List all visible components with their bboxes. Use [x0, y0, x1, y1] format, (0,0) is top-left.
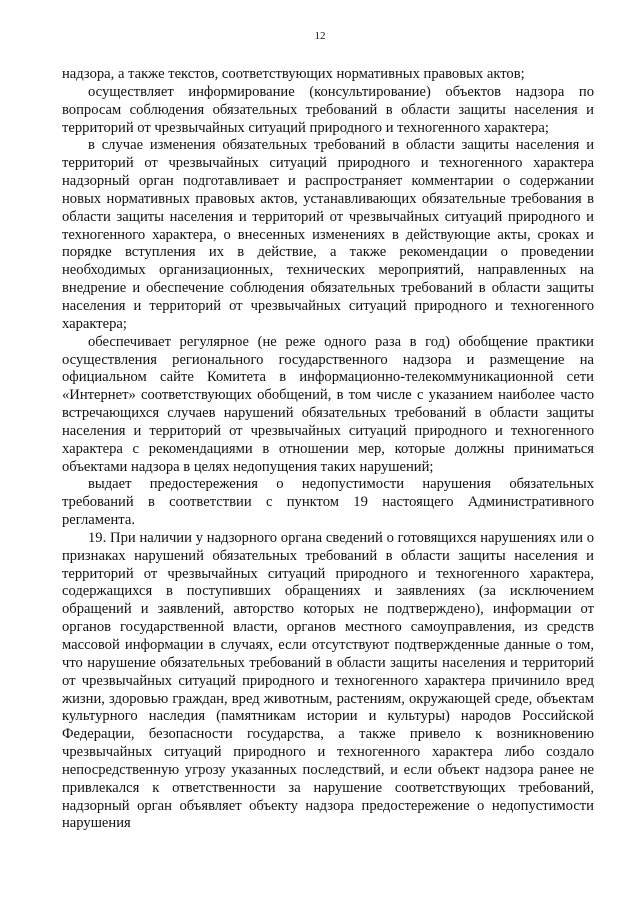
document-body — [62, 66, 594, 833]
paragraph-item-19: 19. При наличии у надзорного органа сведений о готовящихся нарушениях или о признаках нарушений обязательных требований в области защиты населения и территорий от чрезвычайных ситуаций природного и техногенного характера, содержащихся в поступивших обращениях и заявлениях (за исключением обращений и заявлений, авторство которых не подтверждено), информации от органов государственной власти, органов местного самоуправления, из средств массовой информации в случаях, если отсутствуют подтвержденные данные о том, что нарушение обязательных требований в области защиты населения и территорий от чрезвычайных ситуаций природного и техногенного характера причинило вред жизни, здоровью граждан, вред животным, растениям, окружающей среде, объектам культурного наследия (памятникам истории и культуры) народов Российской Федерации, безопасности государства, а также привело к возникновению чрезвычайных ситуаций природного и техногенного характера либо создало непосредственную угрозу указанных последствий, и если объект надзора ранее не привлекался к ответственности за нарушение соответствующих требований, надзорный орган объявляет объекту надзора предостережение о недопустимости нарушения — [62, 529, 594, 832]
paragraph-commentary: в случае изменения обязательных требований в области защиты населения и территорий от чрезвычайных ситуаций природного и техногенного характера надзорный орган подготавливает и распространяет комментарии о содержании новых нормативных правовых актов, устанавливающих обязательные требования в области защиты населения и территорий от чрезвычайных ситуаций природного и техногенного характера, о внесенных изменениях в действующие акты, сроках и порядке вступления их в действие, а также рекомендации о проведении необходимых организационных, технических мероприятий, направленных на внедрение и обеспечение соблюдения обязательных требований в области защиты населения и территорий от чрезвычайных ситуаций природного и техногенного характера; — [62, 137, 594, 332]
paragraph-warnings: выдает предостережения о недопустимости нарушения обязательных требований в соответствии с пунктом 19 настоящего Административного регламента. — [62, 476, 594, 529]
paragraph-practice-summary: обеспечивает регулярное (не реже одного раза в год) обобщение практики осуществления регионального государственного надзора и размещение на официальном сайте Комитета в информационно-телекоммуникационной сети «Интернет» соответствующих обобщений, в том числе с указанием наиболее часто встречающихся случаев нарушений обязательных требований в области защиты населения и территорий от чрезвычайных ситуаций природного и техногенного характера с рекомендациями в отношении мер, которые должны приниматься объектами надзора в целях недопущения таких нарушений; — [62, 333, 594, 475]
paragraph-informing: осуществляет информирование (консультирование) объектов надзора по вопросам соблюдения обязательных требований в области защиты населения и территорий от чрезвычайных ситуаций природного и техногенного характера; — [62, 83, 594, 136]
page-number: 12 — [314, 30, 326, 42]
paragraph-continuation: надзора, а также текстов, соответствующих нормативных правовых актов; — [62, 66, 525, 82]
